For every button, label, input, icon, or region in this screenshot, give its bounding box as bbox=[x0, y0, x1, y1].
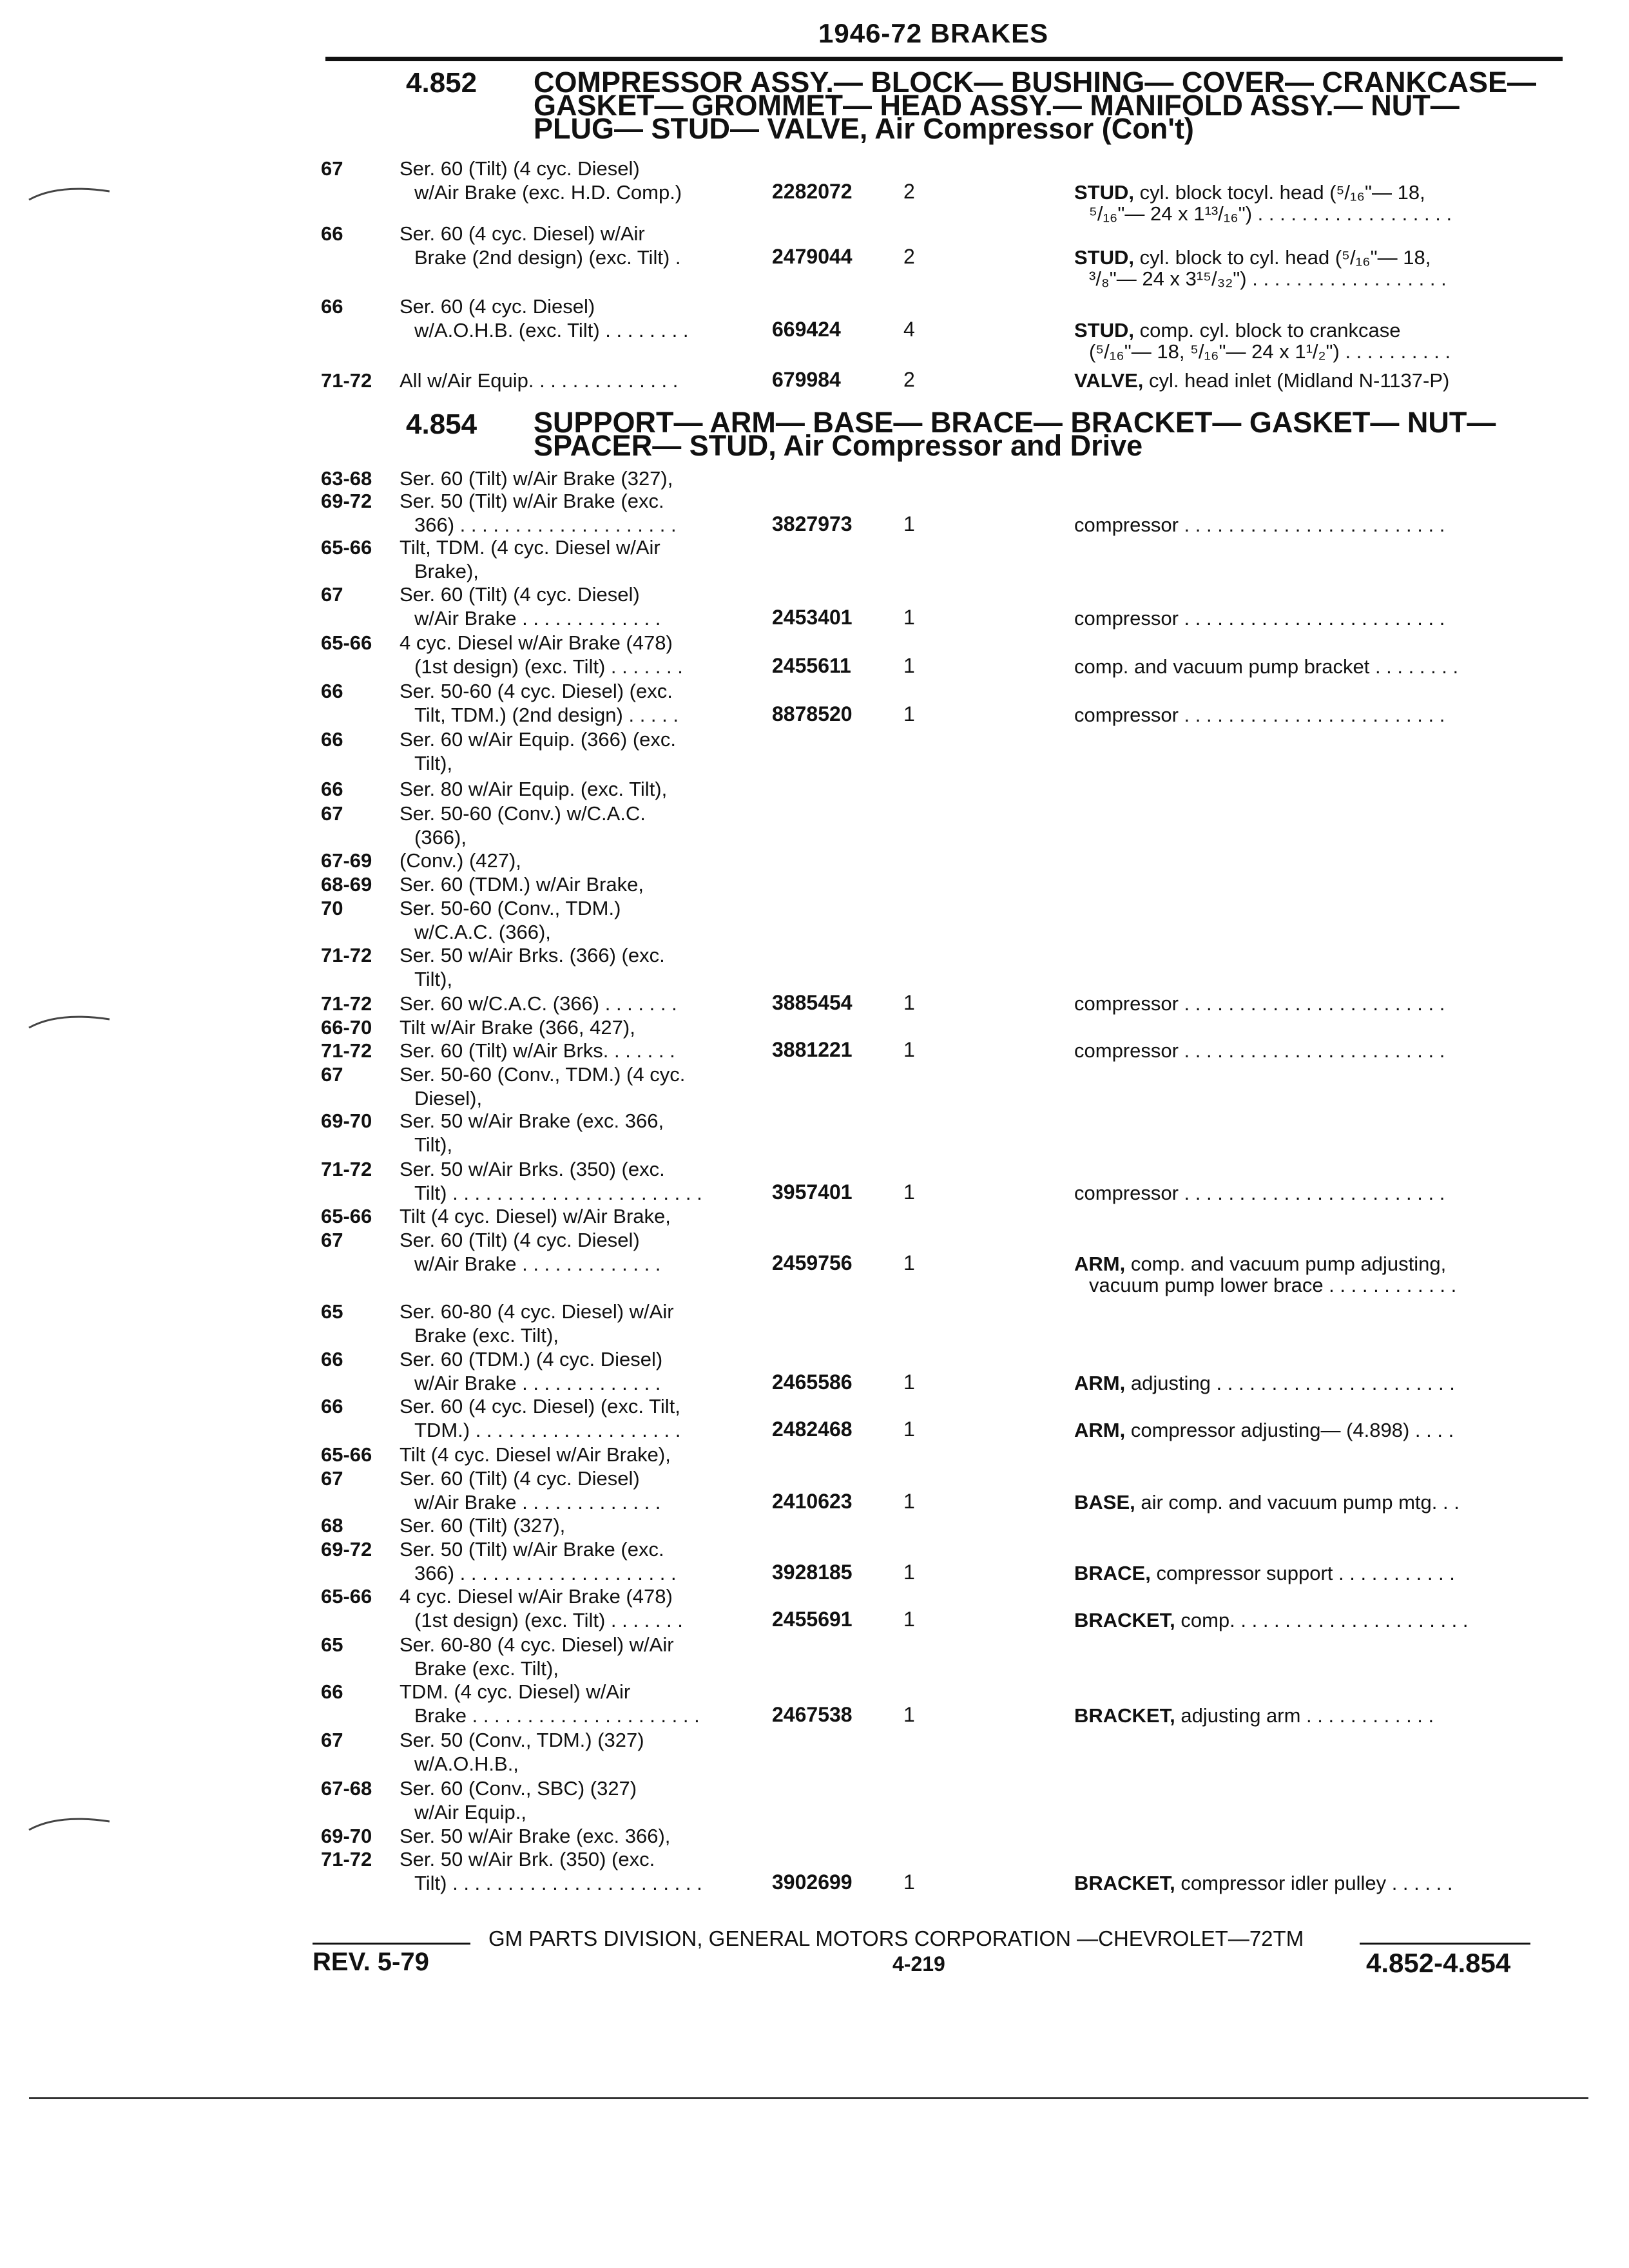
quantity: 1 bbox=[903, 512, 915, 535]
part-description-text: compressor support . . . . . . . . . . . bbox=[1150, 1562, 1455, 1584]
part-name: ARM, bbox=[1074, 1419, 1126, 1441]
part-name: ARM, bbox=[1074, 1372, 1126, 1394]
model-year: 71-72 bbox=[321, 992, 372, 1015]
part-description bbox=[1074, 655, 1458, 678]
part-description bbox=[1074, 1704, 1434, 1727]
footer-division-text: GM PARTS DIVISION, GENERAL MOTORS CORPORATION —CHEVROLET—72TM bbox=[488, 1927, 1304, 1950]
part-name: BASE, bbox=[1074, 1491, 1135, 1514]
part-number: 2465586 bbox=[772, 1370, 853, 1394]
application-text: w/Air Equip., bbox=[414, 1801, 527, 1823]
part-number: 679984 bbox=[772, 368, 841, 391]
part-description bbox=[1074, 1872, 1452, 1895]
model-year: 66 bbox=[321, 1680, 343, 1703]
application-text: Brake . . . . . . . . . . . . . . . . . . . . . bbox=[414, 1704, 700, 1727]
quantity: 1 bbox=[903, 654, 915, 677]
quantity: 1 bbox=[903, 1608, 915, 1631]
application-text: Tilt, TDM.) (2nd design) . . . . . bbox=[414, 704, 679, 726]
part-number: 669424 bbox=[772, 318, 841, 341]
part-number: 2453401 bbox=[772, 606, 853, 629]
model-year: 66 bbox=[321, 778, 343, 800]
part-description bbox=[1074, 1182, 1445, 1205]
model-year: 65 bbox=[321, 1300, 343, 1323]
application-text: Ser. 60 (TDM.) w/Air Brake, bbox=[400, 873, 644, 896]
part-description-continued: vacuum pump lower brace . . . . . . . . . . . . bbox=[1089, 1274, 1457, 1296]
application-text: Brake (exc. Tilt), bbox=[414, 1657, 559, 1680]
part-description-text: adjusting arm . . . . . . . . . . . . bbox=[1175, 1704, 1434, 1727]
application-text: Ser. 60-80 (4 cyc. Diesel) w/Air bbox=[400, 1633, 674, 1656]
model-year: 70 bbox=[321, 897, 343, 919]
model-year: 65 bbox=[321, 1633, 343, 1656]
section-title-line: SPACER— STUD, Air Compressor and Drive bbox=[534, 429, 1143, 462]
part-description bbox=[1074, 514, 1445, 537]
part-name: STUD, bbox=[1074, 181, 1134, 204]
model-year: 68-69 bbox=[321, 873, 372, 896]
section-number: 4.854 bbox=[406, 408, 477, 440]
application-text: Ser. 60 (Tilt) (4 cyc. Diesel) bbox=[400, 1467, 640, 1490]
part-description-text: compressor idler pulley . . . . . . bbox=[1175, 1872, 1453, 1894]
quantity: 2 bbox=[903, 180, 915, 203]
model-year: 65-66 bbox=[321, 1585, 372, 1608]
part-description bbox=[1074, 369, 1449, 392]
model-year: 66 bbox=[321, 295, 343, 318]
application-text: 4 cyc. Diesel w/Air Brake (478) bbox=[400, 631, 673, 654]
application-text: Ser. 50 w/Air Brake (exc. 366), bbox=[400, 1825, 671, 1847]
part-name: BRACE, bbox=[1074, 1562, 1151, 1584]
quantity: 2 bbox=[903, 245, 915, 268]
quantity: 2 bbox=[903, 368, 915, 391]
application-text: w/Air Brake . . . . . . . . . . . . . bbox=[414, 607, 661, 629]
model-year: 67 bbox=[321, 157, 343, 180]
part-number: 3881221 bbox=[772, 1038, 853, 1061]
application-text: Ser. 60 w/C.A.C. (366) . . . . . . . bbox=[400, 992, 677, 1015]
application-text: Ser. 60 (4 cyc. Diesel) w/Air bbox=[400, 222, 645, 245]
part-description-text: compressor . . . . . . . . . . . . . . . . . . . . . . . . bbox=[1074, 1039, 1445, 1062]
application-text: (1st design) (exc. Tilt) . . . . . . . bbox=[414, 655, 683, 678]
application-text: w/Air Brake . . . . . . . . . . . . . bbox=[414, 1491, 661, 1514]
model-year: 67 bbox=[321, 583, 343, 606]
model-year: 71-72 bbox=[321, 944, 372, 966]
model-year: 67 bbox=[321, 1467, 343, 1490]
application-text: Ser. 50 (Conv., TDM.) (327) bbox=[400, 1729, 644, 1751]
application-text: Ser. 80 w/Air Equip. (exc. Tilt), bbox=[400, 778, 668, 800]
quantity: 4 bbox=[903, 318, 915, 341]
quantity: 1 bbox=[903, 1561, 915, 1584]
model-year: 66 bbox=[321, 728, 343, 751]
model-year: 65-66 bbox=[321, 536, 372, 559]
part-name: BRACKET, bbox=[1074, 1609, 1175, 1631]
punch-mark bbox=[26, 1814, 116, 1833]
punch-mark bbox=[26, 1012, 116, 1031]
application-text: Ser. 50 w/Air Brake (exc. 366, bbox=[400, 1110, 664, 1132]
part-number: 3928185 bbox=[772, 1561, 853, 1584]
part-number: 2410623 bbox=[772, 1490, 853, 1513]
application-text: Ser. 60 (Tilt) (327), bbox=[400, 1514, 566, 1537]
model-year: 66 bbox=[321, 1348, 343, 1370]
application-text: Tilt), bbox=[414, 1133, 453, 1156]
section-title-line: GASKET— GROMMET— HEAD ASSY.— MANIFOLD ASSY.— NUT— bbox=[534, 89, 1460, 122]
application-text: Ser. 50-60 (Conv.) w/C.A.C. bbox=[400, 802, 646, 825]
application-text: w/A.O.H.B. (exc. Tilt) . . . . . . . . bbox=[414, 319, 689, 341]
application-text: (1st design) (exc. Tilt) . . . . . . . bbox=[414, 1609, 683, 1631]
application-text: Ser. 50-60 (Conv., TDM.) bbox=[400, 897, 621, 919]
part-description bbox=[1074, 607, 1445, 630]
part-description-text: compressor . . . . . . . . . . . . . . . . . . . . . . . . bbox=[1074, 704, 1445, 726]
page-title: 1946-72 BRAKES bbox=[818, 18, 1049, 48]
model-year: 69-72 bbox=[321, 1538, 372, 1561]
section-title-line: PLUG— STUD— VALVE, Air Compressor (Con't) bbox=[534, 112, 1194, 145]
part-name: STUD, bbox=[1074, 246, 1134, 269]
section-title-line: SUPPORT— ARM— BASE— BRACE— BRACKET— GASKET— NUT— bbox=[534, 406, 1496, 439]
part-description-continued: ³/₈"— 24 x 3¹⁵/₃₂") . . . . . . . . . . . . . . . . . . bbox=[1089, 267, 1447, 290]
application-text: Brake (2nd design) (exc. Tilt) . bbox=[414, 246, 681, 269]
quantity: 1 bbox=[903, 1180, 915, 1204]
application-text: w/A.O.H.B., bbox=[414, 1753, 519, 1775]
model-year: 66 bbox=[321, 1395, 343, 1418]
model-year: 67 bbox=[321, 1729, 343, 1751]
model-year: 67-68 bbox=[321, 1777, 372, 1800]
footer-rule-left bbox=[313, 1943, 470, 1945]
part-description-text: cyl. head inlet (Midland N-1137-P) bbox=[1143, 369, 1450, 392]
application-text: Tilt, TDM. (4 cyc. Diesel w/Air bbox=[400, 536, 660, 559]
part-description-text: comp. and vacuum pump adjusting, bbox=[1125, 1253, 1447, 1275]
model-year: 63-68 bbox=[321, 467, 372, 490]
application-text: w/Air Brake . . . . . . . . . . . . . bbox=[414, 1253, 661, 1275]
model-year: 69-72 bbox=[321, 490, 372, 512]
section-title-line: COMPRESSOR ASSY.— BLOCK— BUSHING— COVER— CRANKCASE— bbox=[534, 66, 1536, 99]
model-year: 65-66 bbox=[321, 1205, 372, 1227]
part-number: 2455691 bbox=[772, 1608, 853, 1631]
part-description-text: cyl. block to cyl. head (⁵/₁₆"— 18, bbox=[1134, 246, 1431, 269]
part-description-text: compressor adjusting— (4.898) . . . . bbox=[1125, 1419, 1454, 1441]
part-number: 2479044 bbox=[772, 245, 853, 268]
application-text: (Conv.) (427), bbox=[400, 849, 521, 872]
application-text: 366) . . . . . . . . . . . . . . . . . . . . bbox=[414, 1562, 677, 1584]
part-number: 3827973 bbox=[772, 512, 853, 535]
application-text: Tilt (4 cyc. Diesel) w/Air Brake, bbox=[400, 1205, 671, 1227]
model-year: 65-66 bbox=[321, 1443, 372, 1466]
part-number: 8878520 bbox=[772, 702, 853, 726]
part-number: 2282072 bbox=[772, 180, 853, 203]
part-number: 3957401 bbox=[772, 1180, 853, 1204]
application-text: Tilt) . . . . . . . . . . . . . . . . . . . . . . . bbox=[414, 1872, 702, 1894]
part-description bbox=[1074, 1609, 1469, 1632]
application-text: Ser. 60 (Conv., SBC) (327) bbox=[400, 1777, 637, 1800]
quantity: 1 bbox=[903, 1418, 915, 1441]
part-description-text: compressor . . . . . . . . . . . . . . . . . . . . . . . . bbox=[1074, 992, 1445, 1015]
part-description bbox=[1074, 992, 1445, 1015]
scan-edge-line bbox=[29, 2097, 1588, 2099]
part-description-text: compressor . . . . . . . . . . . . . . . . . . . . . . . . bbox=[1074, 1182, 1445, 1204]
part-description bbox=[1074, 704, 1445, 727]
application-text: Brake), bbox=[414, 560, 479, 582]
part-name: STUD, bbox=[1074, 319, 1134, 341]
model-year: 71-72 bbox=[321, 1039, 372, 1062]
application-text: Ser. 60 (4 cyc. Diesel) bbox=[400, 295, 595, 318]
application-text: Ser. 50 w/Air Brks. (366) (exc. bbox=[400, 944, 665, 966]
part-description bbox=[1074, 1491, 1460, 1514]
part-description bbox=[1074, 246, 1431, 269]
application-text: Ser. 50 (Tilt) w/Air Brake (exc. bbox=[400, 1538, 664, 1561]
part-description-text: comp. and vacuum pump bracket . . . . . . . . bbox=[1074, 655, 1459, 678]
quantity: 1 bbox=[903, 606, 915, 629]
application-text: 366) . . . . . . . . . . . . . . . . . . . . bbox=[414, 514, 677, 536]
part-description-text: compressor . . . . . . . . . . . . . . . . . . . . . . . . bbox=[1074, 514, 1445, 536]
model-year: 69-70 bbox=[321, 1110, 372, 1132]
quantity: 1 bbox=[903, 1370, 915, 1394]
quantity: 1 bbox=[903, 1703, 915, 1726]
model-year: 66 bbox=[321, 222, 343, 245]
model-year: 66 bbox=[321, 680, 343, 702]
application-text: Ser. 60 (Tilt) w/Air Brks. . . . . . . bbox=[400, 1039, 675, 1062]
part-number: 2467538 bbox=[772, 1703, 853, 1726]
part-number: 2455611 bbox=[772, 654, 851, 677]
part-number: 2459756 bbox=[772, 1251, 853, 1274]
part-number: 3902699 bbox=[772, 1870, 853, 1894]
quantity: 1 bbox=[903, 1251, 915, 1274]
part-description bbox=[1074, 1372, 1455, 1395]
header-rule bbox=[325, 57, 1563, 61]
application-text: w/Air Brake (exc. H.D. Comp.) bbox=[414, 181, 682, 204]
part-description bbox=[1074, 1039, 1445, 1062]
model-year: 67 bbox=[321, 1229, 343, 1251]
application-text: Ser. 60 (Tilt) (4 cyc. Diesel) bbox=[400, 583, 640, 606]
part-number: 3885454 bbox=[772, 991, 853, 1014]
part-name: BRACKET, bbox=[1074, 1872, 1175, 1894]
application-text: Tilt), bbox=[414, 752, 453, 774]
application-text: Ser. 50 w/Air Brks. (350) (exc. bbox=[400, 1158, 665, 1180]
model-year: 67 bbox=[321, 1063, 343, 1086]
part-description bbox=[1074, 319, 1401, 342]
part-description bbox=[1074, 1253, 1446, 1276]
footer-rule-right bbox=[1360, 1943, 1530, 1945]
section-range: 4.852-4.854 bbox=[1366, 1948, 1511, 1978]
part-description-text: comp. cyl. block to crankcase bbox=[1134, 319, 1401, 341]
part-name: ARM, bbox=[1074, 1253, 1126, 1275]
model-year: 71-72 bbox=[321, 369, 372, 392]
application-text: (366), bbox=[414, 826, 467, 849]
quantity: 1 bbox=[903, 1038, 915, 1061]
model-year: 67 bbox=[321, 802, 343, 825]
punch-mark bbox=[26, 184, 116, 203]
model-year: 66-70 bbox=[321, 1016, 372, 1039]
application-text: Ser. 60 (Tilt) w/Air Brake (327), bbox=[400, 467, 673, 490]
model-year: 67-69 bbox=[321, 849, 372, 872]
part-description bbox=[1074, 1562, 1455, 1585]
part-description bbox=[1074, 1419, 1454, 1442]
quantity: 1 bbox=[903, 1490, 915, 1513]
quantity: 1 bbox=[903, 1870, 915, 1894]
quantity: 1 bbox=[903, 991, 915, 1014]
quantity: 1 bbox=[903, 702, 915, 726]
application-text: 4 cyc. Diesel w/Air Brake (478) bbox=[400, 1585, 673, 1608]
part-description-text: air comp. and vacuum pump mtg. . . bbox=[1135, 1491, 1460, 1514]
application-text: Ser. 60 (Tilt) (4 cyc. Diesel) bbox=[400, 157, 640, 180]
application-text: Ser. 60 (4 cyc. Diesel) (exc. Tilt, bbox=[400, 1395, 680, 1418]
part-name: VALVE, bbox=[1074, 369, 1144, 392]
application-text: Tilt) . . . . . . . . . . . . . . . . . . . . . . . bbox=[414, 1182, 702, 1204]
application-text: Ser. 50 (Tilt) w/Air Brake (exc. bbox=[400, 490, 664, 512]
part-number: 2482468 bbox=[772, 1418, 853, 1441]
model-year: 71-72 bbox=[321, 1848, 372, 1870]
part-description-text: adjusting . . . . . . . . . . . . . . . . . . . . . . bbox=[1125, 1372, 1455, 1394]
application-text: Tilt w/Air Brake (366, 427), bbox=[400, 1016, 635, 1039]
model-year: 65-66 bbox=[321, 631, 372, 654]
application-text: TDM. (4 cyc. Diesel) w/Air bbox=[400, 1680, 631, 1703]
part-description bbox=[1074, 181, 1425, 204]
application-text: Brake (exc. Tilt), bbox=[414, 1324, 559, 1347]
application-text: Tilt (4 cyc. Diesel w/Air Brake), bbox=[400, 1443, 671, 1466]
part-description-text: cyl. block tocyl. head (⁵/₁₆"— 18, bbox=[1134, 181, 1425, 204]
application-text: Ser. 60 (TDM.) (4 cyc. Diesel) bbox=[400, 1348, 663, 1370]
application-text: Ser. 50-60 (4 cyc. Diesel) (exc. bbox=[400, 680, 673, 702]
application-text: Ser. 60 w/Air Equip. (366) (exc. bbox=[400, 728, 677, 751]
application-text: Ser. 50-60 (Conv., TDM.) (4 cyc. bbox=[400, 1063, 686, 1086]
application-text: Ser. 60-80 (4 cyc. Diesel) w/Air bbox=[400, 1300, 674, 1323]
application-text: All w/Air Equip. . . . . . . . . . . . . . bbox=[400, 369, 679, 392]
application-text: w/Air Brake . . . . . . . . . . . . . bbox=[414, 1372, 661, 1394]
application-text: Ser. 60 (Tilt) (4 cyc. Diesel) bbox=[400, 1229, 640, 1251]
application-text: TDM.) . . . . . . . . . . . . . . . . . . . bbox=[414, 1419, 681, 1441]
page-number: 4-219 bbox=[892, 1952, 945, 1975]
part-description-text: comp. . . . . . . . . . . . . . . . . . . . . . bbox=[1175, 1609, 1469, 1631]
application-text: w/C.A.C. (366), bbox=[414, 921, 551, 943]
application-text: Diesel), bbox=[414, 1087, 483, 1110]
part-name: BRACKET, bbox=[1074, 1704, 1175, 1727]
model-year: 69-70 bbox=[321, 1825, 372, 1847]
model-year: 68 bbox=[321, 1514, 343, 1537]
part-description-text: compressor . . . . . . . . . . . . . . . . . . . . . . . . bbox=[1074, 607, 1445, 629]
section-number: 4.852 bbox=[406, 67, 477, 99]
part-description-continued: ⁵/₁₆"— 24 x 1¹³/₁₆") . . . . . . . . . . . . . . . . . . bbox=[1089, 202, 1452, 225]
revision-label: REV. 5-79 bbox=[313, 1948, 429, 1976]
application-text: Tilt), bbox=[414, 968, 453, 990]
model-year: 71-72 bbox=[321, 1158, 372, 1180]
application-text: Ser. 50 w/Air Brk. (350) (exc. bbox=[400, 1848, 655, 1870]
part-description-continued: (⁵/₁₆"— 18, ⁵/₁₆"— 24 x 1¹/₂") . . . . . . . . . . bbox=[1089, 340, 1451, 363]
